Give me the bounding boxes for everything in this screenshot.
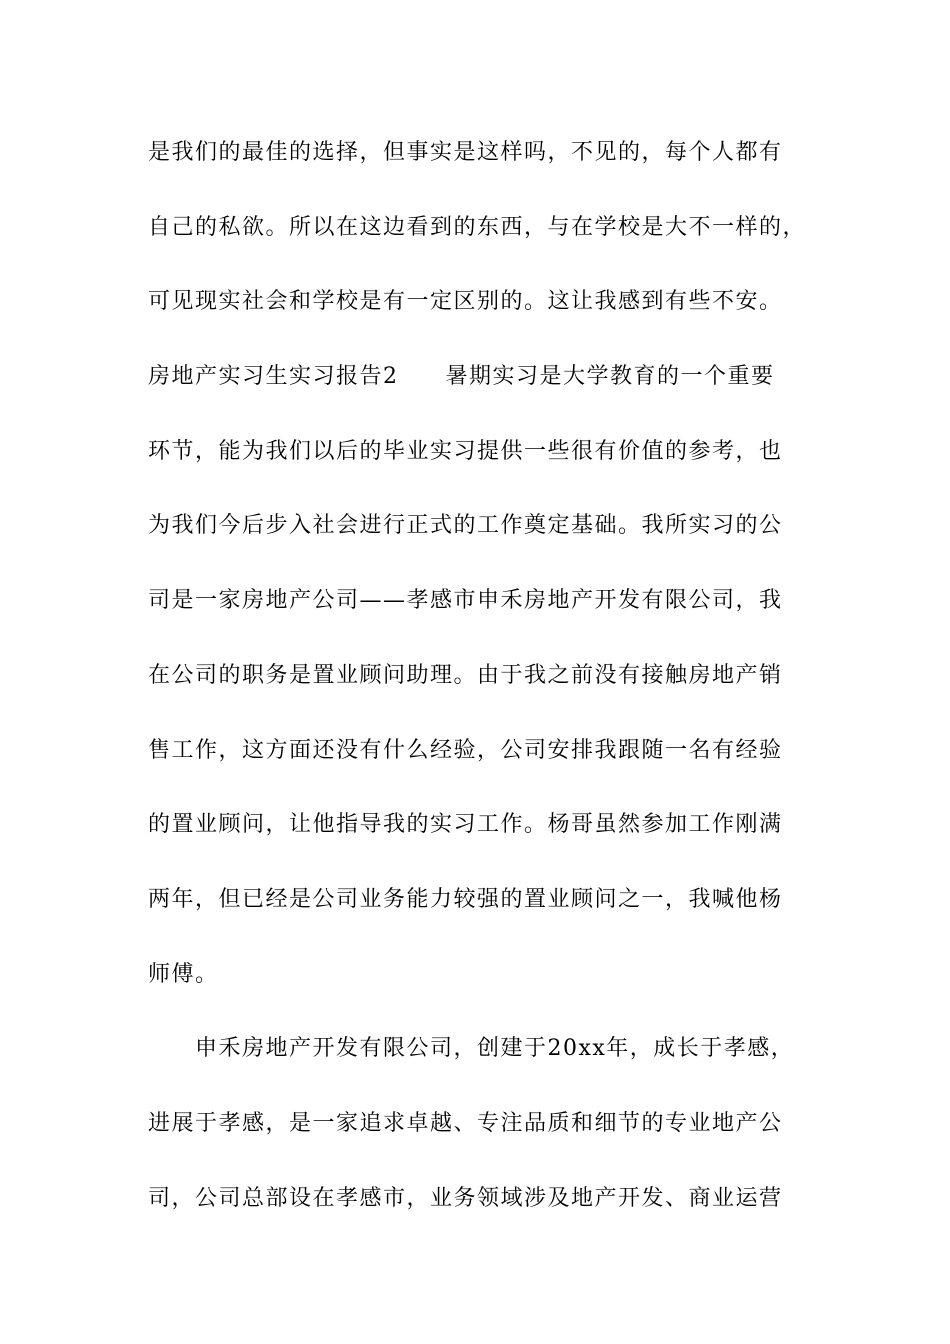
text-line: 进展于孝感，是一家追求卓越、专注品质和细节的专业地产公	[148, 1110, 783, 1136]
text-line: 环节，能为我们以后的毕业实习提供一些很有价值的参考，也	[148, 438, 783, 464]
text-line: 在公司的职务是置业顾问助理。由于我之前没有接触房地产销	[148, 662, 783, 688]
text-line: 是我们的最佳的选择，但事实是这样吗，不见的，每个人都有	[148, 140, 783, 165]
text-line: 的置业顾问，让他指导我的实习工作。杨哥虽然参加工作刚满	[148, 812, 783, 838]
text-line: 师傅。	[148, 961, 219, 987]
text-line: 司，公司总部设在孝感市，业务领域涉及地产开发、商业运营	[148, 1185, 783, 1211]
text-line: 自己的私欲。所以在这边看到的东西，与在学校是大不一样的，	[148, 214, 807, 240]
text-line: 司是一家房地产公司——孝感市申禾房地产开发有限公司，我	[148, 588, 783, 614]
text-line: 可见现实社会和学校是有一定区别的。这让我感到有些不安。	[148, 289, 783, 315]
text-line: 售工作，这方面还没有什么经验，公司安排我跟随一名有经验	[148, 737, 783, 763]
document-body	[148, 132, 818, 1252]
text-line: 两年，但已经是公司业务能力较强的置业顾问之一，我喊他杨	[148, 886, 783, 912]
text-line: 为我们今后步入社会进行正式的工作奠定基础。我所实习的公	[148, 513, 783, 539]
text-line: 房地产实习生实习报告2 暑期实习是大学教育的一个重要	[148, 364, 775, 390]
text-line: 申禾房地产开发有限公司，创建于20xx年，成长于孝感，	[148, 1036, 795, 1062]
